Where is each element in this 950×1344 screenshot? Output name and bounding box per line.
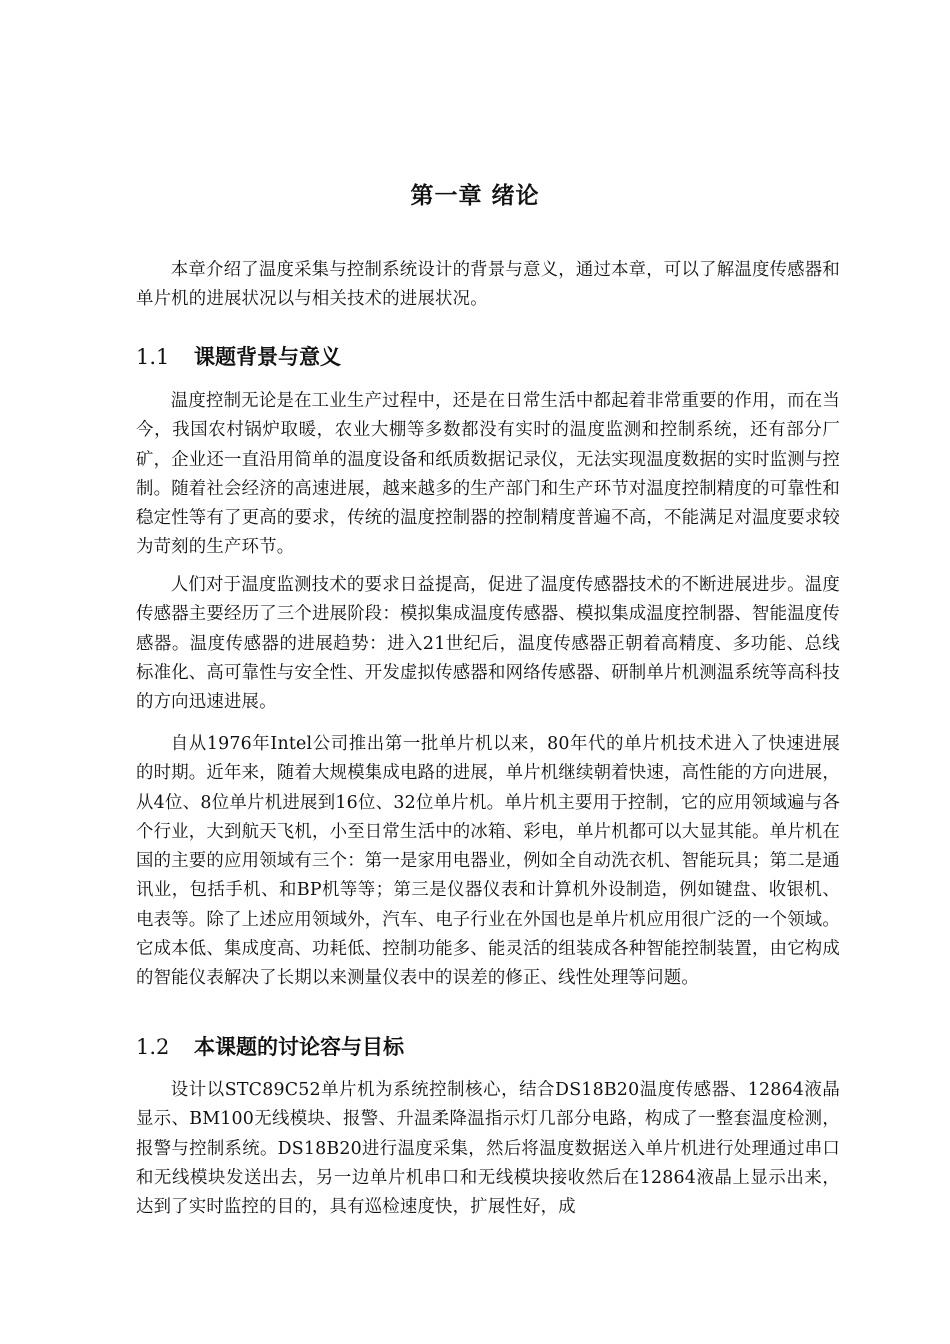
section-title: 本课题的讨论容与目标 [194, 1035, 404, 1059]
body-paragraph: 设计以STC89C52单片机为系统控制核心，结合DS18B20温度传感器、12864液晶显示、BM100无线模块、报警、升温柔降温指示灯几部分电路，构成了一整套温度检测，报警与控制系统。DS18B20进行温度采集，然后将温度数据送入单片机进行处理通过串口和无线模块发送出去，另一边单片机串口和无线模块接收然后在12864液晶上显示出来，达到了实时监控的目的，具有巡检速度快，扩展性好，成 [136, 1080, 840, 1218]
section-heading-1-1 [136, 340, 341, 374]
body-paragraph: 温度控制无论是在工业生产过程中，还是在日常生活中都起着非常重要的作用，而在当今，我国农村锅炉取暖，农业大棚等多数都没有实时的温度监测和控制系统，还有部分厂矿，企业还一直沿用简单的温度设备和纸质数据记录仪，无法实现温度数据的实时监测与控制。随着社会经济的高速进展，越来越多的生产部门和生产环节对温度控制精度的可靠性和稳定性等有了更高的要求，传统的温度控制器的控制精度普遍不高，不能满足对温度要求较为苛刻的生产环节。 [136, 391, 840, 558]
body-paragraph: 人们对于温度监测技术的要求日益提高，促进了温度传感器技术的不断进展进步。温度传感器主要经历了三个进展阶段：模拟集成温度传感器、模拟集成温度控制器、智能温度传感器。温度传感器的进展趋势：进入21世纪后，温度传感器正朝着高精度、多功能、总线标准化、高可靠性与安全性、开发虚拟传感器和网络传感器、研制单片机测温系统等高科技的方向迅速进展。 [136, 575, 840, 713]
intro-paragraph: 本章介绍了温度采集与控制系统设计的背景与意义，通过本章，可以了解温度传感器和单片机的进展状况以与相关技术的进展状况。 [136, 260, 840, 310]
section-title: 课题背景与意义 [194, 345, 341, 369]
body-paragraph: 自从1976年Intel公司推出第一批单片机以来，80年代的单片机技术进入了快速进展的时期。近年来，随着大规模集成电路的进展，单片机继续朝着快速，高性能的方向进展，从4位、8位单片机进展到16位、32位单片机。单片机主要用于控制，它的应用领域遍与各个行业，大到航天飞机，小至日常生活中的冰箱、彩电，单片机都可以大显其能。单片机在国的主要的应用领域有三个：第一是家用电器业，例如全自动洗衣机、智能玩具；第二是通讯业，包括手机、和BP机等等；第三是仪器仪表和计算机外设制造，例如键盘、收银机、电表等。除了上述应用领域外，汽车、电子行业在外国也是单片机应用很广泛的一个领域。它成本低、集成度高、功耗低、控制功能多、能灵活的组装成各种智能控制装置，由它构成的智能仪表解决了长期以来测量仪表中的误差的修正、线性处理等问题。 [136, 734, 840, 989]
section-heading-1-2 [136, 1030, 404, 1064]
chapter-title: 第一章 绪论 [410, 183, 540, 209]
section-number: 1.2 [136, 1035, 170, 1059]
section-number: 1.1 [136, 345, 170, 369]
